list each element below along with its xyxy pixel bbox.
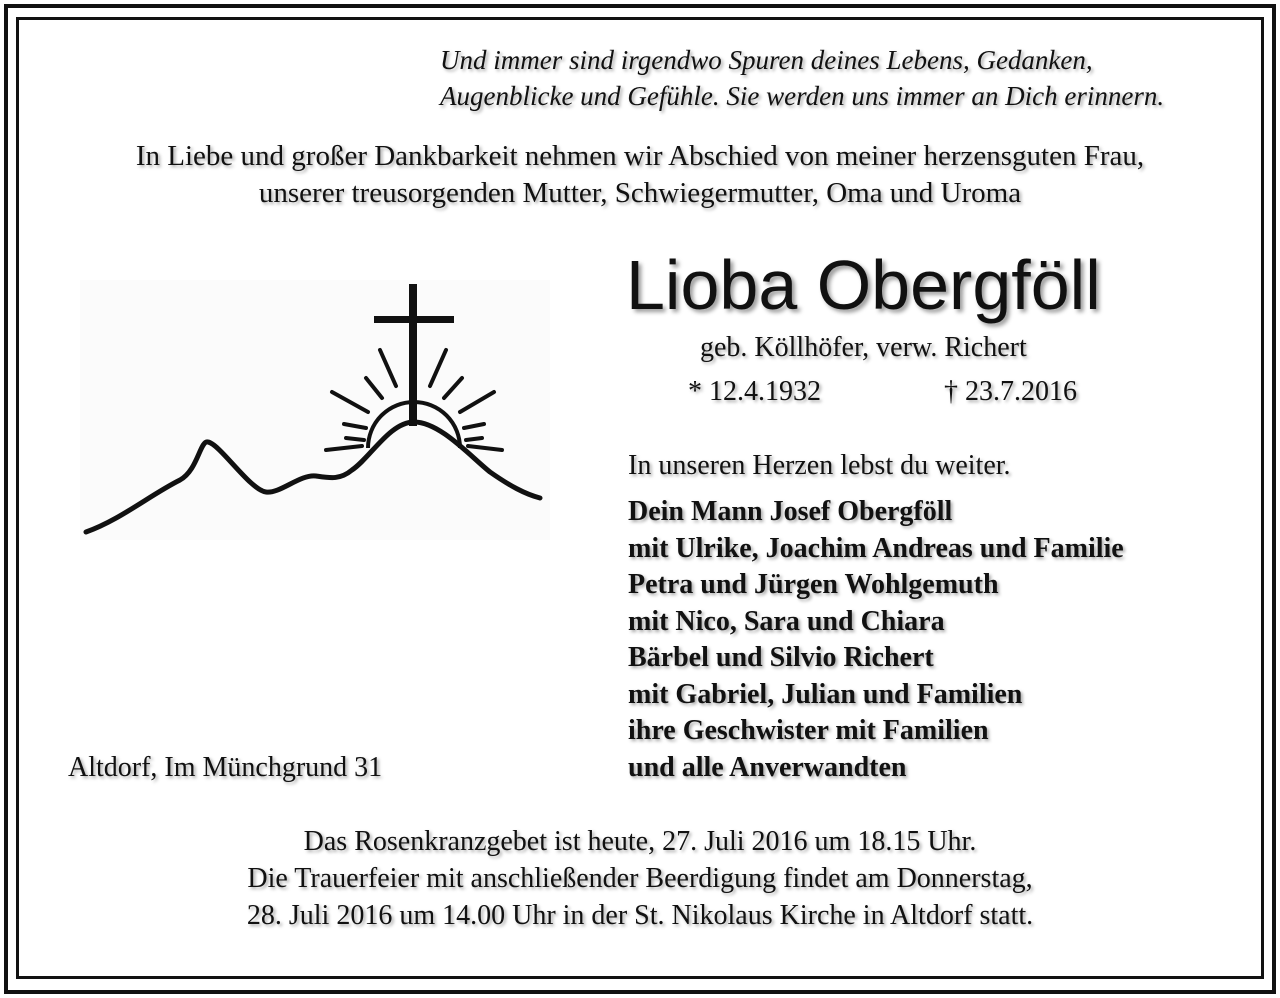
notice-line: Das Rosenkranzgebet ist heute, 27. Juli 2016 um 18.15 Uhr. xyxy=(303,826,977,857)
service-notice xyxy=(0,823,1280,934)
intro-line: In Liebe und großer Dankbarkeit nehmen wir Abschied von meiner herzensguten Frau, xyxy=(135,140,1145,172)
death-date: † 23.7.2016 xyxy=(944,376,1077,407)
family-line: ihre Geschwister mit Familien xyxy=(628,715,989,746)
family-line: Bärbel und Silvio Richert xyxy=(628,642,934,673)
notice-line: 28. Juli 2016 um 14.00 Uhr in der St. Nikolaus Kirche in Altdorf statt. xyxy=(246,900,1034,931)
family-line: mit Nico, Sara und Chiara xyxy=(628,605,945,637)
heart-line: In unseren Herzen lebst du weiter. xyxy=(628,450,1011,481)
cross-mountain-sun-icon xyxy=(80,280,550,540)
quote-line: Augenblicke und Gefühle. Sie werden uns immer an Dich erinnern. xyxy=(440,81,1165,111)
intro-text xyxy=(0,138,1280,212)
intro-line: unserer treusorgenden Mutter, Schwiegermutter, Oma und Uroma xyxy=(258,177,1022,209)
family-line: und alle Anverwandten xyxy=(628,751,907,783)
notice-line: Die Trauerfeier mit anschließender Beerdigung findet am Donnerstag, xyxy=(247,863,1033,894)
family-line: Dein Mann Josef Obergföll xyxy=(628,496,953,527)
family-line: mit Ulrike, Joachim Andreas und Familie xyxy=(628,532,1124,564)
family-line: mit Gabriel, Julian und Familien xyxy=(628,678,1023,710)
deceased-name: Lioba Obergföll xyxy=(626,246,1101,324)
quote-line: Und immer sind irgendwo Spuren deines Lebens, Gedanken, xyxy=(440,45,1093,75)
address: Altdorf, Im Münchgrund 31 xyxy=(68,752,383,783)
family-list xyxy=(628,494,1124,786)
family-line: Petra und Jürgen Wohlgemuth xyxy=(628,569,999,600)
maiden-name: geb. Köllhöfer, verw. Richert xyxy=(700,332,1027,363)
birth-date: * 12.4.1932 xyxy=(688,376,821,407)
memorial-quote xyxy=(440,42,1250,114)
